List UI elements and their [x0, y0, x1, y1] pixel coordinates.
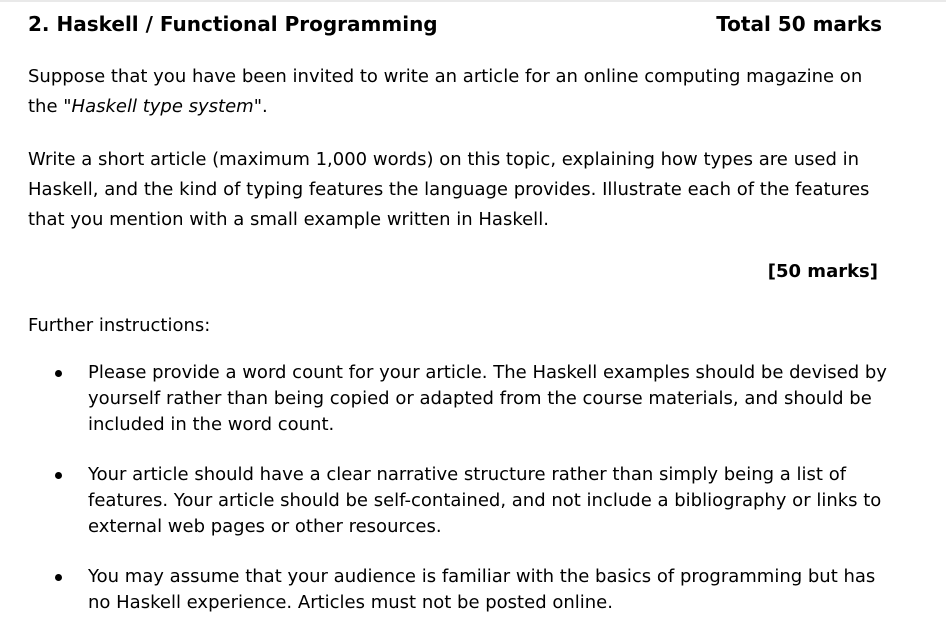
further-instructions-heading: Further instructions: [28, 315, 211, 336]
question-title: 2. Haskell / Functional Programming [28, 12, 438, 36]
intro-topic-quote: "Haskell type system" [63, 96, 262, 117]
instruction-text: Please provide a word count for your article. The Haskell examples should be devised by yourself rather than being copied or adapted from the course materials, and should be included in the word count. [88, 362, 887, 435]
task-paragraph: Write a short article (maximum 1,000 words) on this topic, explaining how types are used in Haskell, and the kind of typing features the language provides. Illustrate each of the features that you mention with a small example written in Haskell. [28, 149, 870, 230]
intro-period: . [262, 96, 268, 117]
top-divider [0, 0, 946, 2]
question-header [28, 10, 882, 38]
bullet-icon [55, 472, 62, 479]
intro-paragraph [28, 62, 890, 122]
total-marks: Total 50 marks [716, 12, 882, 36]
marks-label: [50 marks] [767, 261, 878, 282]
bullet-icon [55, 370, 62, 377]
instruction-text: Your article should have a clear narrative structure rather than simply being a list of features. Your article should be self-contained, and not include a bibliography or links to external web pages or other resources. [88, 464, 882, 537]
intro-text: Suppose that you have been invited to write an article for an online computing magazine on the [28, 66, 863, 117]
instruction-text: You may assume that your audience is familiar with the basics of programming but has no Haskell experience. Articles must not be posted online. [88, 566, 876, 613]
bullet-icon [55, 574, 62, 581]
